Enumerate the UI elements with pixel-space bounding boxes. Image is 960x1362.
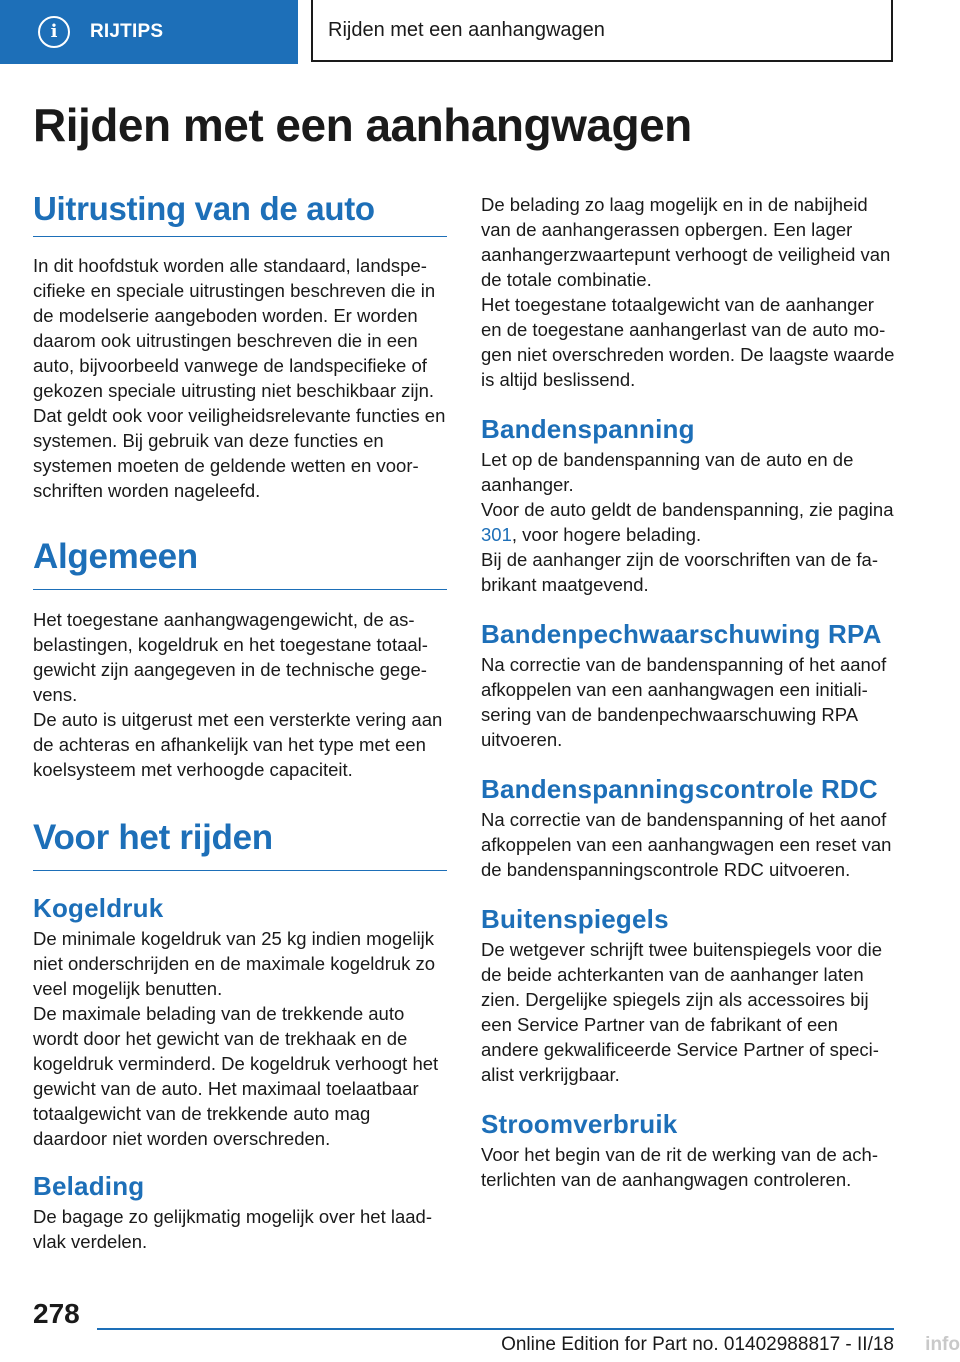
general-heading: Algemeen	[33, 537, 447, 590]
rdc-heading: Bandenspanningscontrole RDC	[481, 774, 878, 804]
mirrors-heading: Buitenspiegels	[481, 904, 669, 934]
chapter-header	[311, 0, 893, 62]
belading-paragraph-1: De bagage zo gelijkmatig mogelijk over het laadvlak verdelen.	[33, 1206, 433, 1252]
kogeldruk-heading: Kogeldruk	[33, 893, 164, 923]
rpa-text: Na correctie van de bandenspanning of het aanof afkoppelen van een aanhangwagen een initialisering van de bandenpechwaarschuwing RPA uitvoeren.	[481, 654, 887, 750]
right-column	[481, 192, 895, 1192]
page-number: 278	[33, 1298, 80, 1329]
equipment-heading: Uitrusting van de auto	[33, 190, 447, 237]
general-paragraph-2: De auto is uitgerust met een versterkte vering aan de achteras en afhankelijk van het type met een koelsysteem met verhoogde capaciteit.	[33, 709, 443, 780]
footer-divider	[97, 1328, 894, 1330]
edition-text: Online Edition for Part no. 01402988817 - II/18	[501, 1334, 894, 1355]
rpa-heading: Bandenpechwaarschuwing RPA	[481, 619, 882, 649]
mirrors-text: De wetgever schrijft twee buitenspiegels voor die de beide achterkanten van de aanhanger laten zien. Dergelijke spiegels zijn als accessoires bij een Service Partner van de fabrikant of een andere gekwalificeerde Service Partner of specialist verkrijgbaar.	[481, 939, 883, 1085]
power-heading: Stroomverbruik	[481, 1109, 678, 1139]
rdc-text: Na correctie van de bandenspanning of het aanof afkoppelen van een aanhangwagen een reset van de bandenspanningscontrole RDC uitvoeren.	[481, 809, 892, 880]
left-column	[33, 190, 447, 1254]
belading-paragraph-3: Het toegestane totaalgewicht van de aanhanger en de toegestane aanhangerlast van de auto mogen niet overschreden worden. De laagste waarde is altijd beslissend.	[481, 294, 895, 390]
page-title: Rijden met een aanhangwagen	[33, 99, 692, 151]
tyre-paragraph-2	[481, 497, 895, 547]
tyre-paragraph-1: Let op de bandenspanning van de auto en de aanhanger.	[481, 449, 854, 495]
power-text: Voor het begin van de rit de werking van de achterlichten van de aanhangwagen controleren.	[481, 1144, 878, 1190]
info-icon: i	[38, 16, 70, 48]
tyre-text-before: Voor de auto geldt de bandenspanning, zie pagina	[481, 499, 894, 520]
equipment-text: In dit hoofdstuk worden alle standaard, landspecifieke en speciale uitrustingen beschreven die in de modelserie aangeboden worden. Er worden daarom ook uitrustingen beschreven die in een auto, bijvoorbeeld vanwege de landspecifieke of gekozen speciale uitrusting niet beschikbaar zijn. Dat geldt ook voor veiligheidsrelevante functies en systemen. Bij gebruik van deze functies en systemen moeten de geldende wetten en voorschriften worden nageleefd.	[33, 255, 446, 501]
chapter-title: Rijden met een aanhangwagen	[328, 18, 605, 41]
tyre-text-after: , voor hogere belading.	[511, 524, 702, 545]
kogeldruk-paragraph-2: De maximale belading van de trekkende auto wordt door het gewicht van de trekhaak en de kogeldruk verminderd. De kogeldruk verhoogt het gewicht van de auto. Het maximaal toelaatbaar totaalgewicht van de trekkende auto mag daardoor niet worden overschreden.	[33, 1003, 439, 1149]
tyre-pressure-heading: Bandenspanning	[481, 414, 695, 444]
before-driving-heading: Voor het rijden	[33, 818, 447, 871]
page-link[interactable]: 301	[481, 524, 512, 545]
section-tab[interactable]	[0, 0, 298, 64]
general-paragraph-1: Het toegestane aanhangwagengewicht, de asbelastingen, kogeldruk en het toegestane totaalgewicht zijn aangegeven in de technische gegevens.	[33, 609, 428, 705]
belading-heading: Belading	[33, 1171, 145, 1201]
section-label: RIJTIPS	[90, 21, 164, 42]
kogeldruk-paragraph-1: De minimale kogeldruk van 25 kg indien mogelijk niet onderschrijden en de maximale kogeldruk zo veel mogelijk benutten.	[33, 928, 436, 999]
belading-paragraph-2: De belading zo laag mogelijk en in de nabijheid van de aanhangerassen opbergen. Een lager aanhangerzwaartepunt verhoogt de veiligheid van de totale combinatie.	[481, 194, 891, 290]
watermark: info	[925, 1334, 960, 1355]
tyre-paragraph-3: Bij de aanhanger zijn de voorschriften van de fabrikant maatgevend.	[481, 549, 878, 595]
